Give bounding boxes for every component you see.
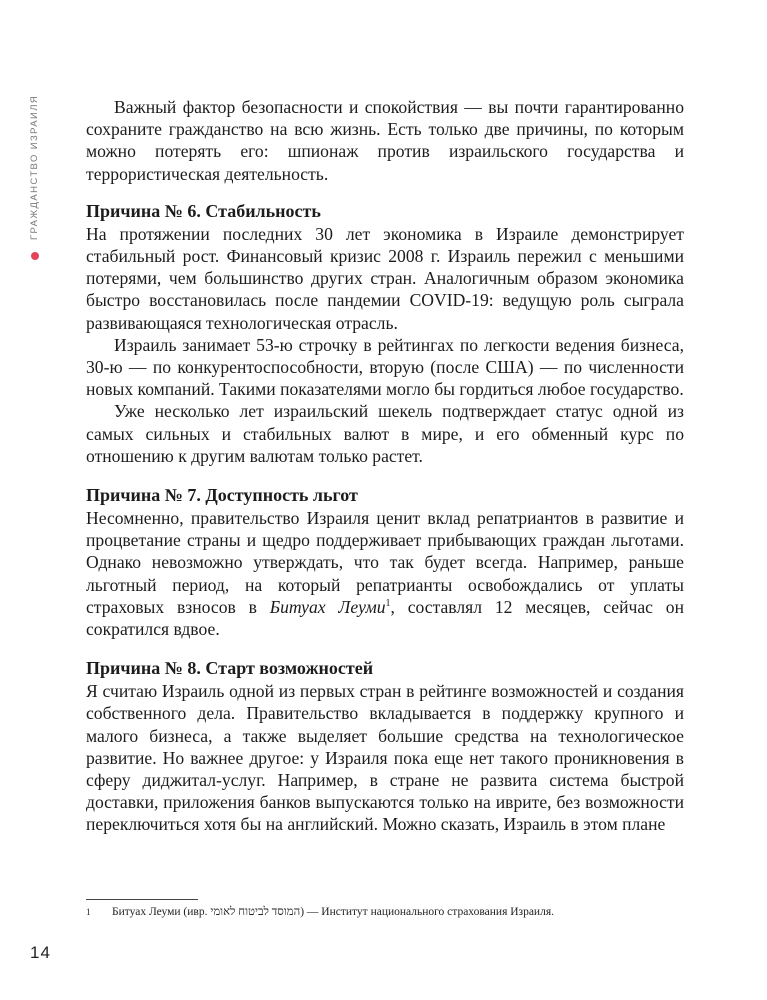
paragraph: Уже несколько лет израильский шекель подтверждает статус одной из самых сильных и стабильных валют в мире, и его обменный курс по отношению к другим валютам только растет. xyxy=(86,401,684,466)
paragraph xyxy=(86,507,684,640)
paragraph-text: Несомненно, правительство Израиля ценит вклад репатриантов в развитие и процветание страны и щедро поддерживает прибывающих граждан льготами. Однако невозможно утверждать, что так будет всегда. Например, раньше льготный период, на который репатрианты освобождались от уплаты страховых взносов в xyxy=(86,508,684,617)
section-reason-6 xyxy=(86,199,684,467)
section-heading: Причина № 7. Доступность льгот xyxy=(86,485,358,506)
italic-term: Битуах Леуми xyxy=(269,596,386,617)
running-header xyxy=(28,94,44,250)
footnote-divider xyxy=(86,899,198,900)
bullet-dot-icon xyxy=(31,252,39,260)
paragraph: На протяжении последних 30 лет экономика в Израиле демонстрирует стабильный рост. Финансовый кризис 2008 г. Израиль пережил с меньшими потерями, чем большинство других стран. Аналогичным образом экономика быстро восстановилась после пандемии COVID-19: ведущую роль сыграла развивающаяся технологическая отрасль. xyxy=(86,223,684,333)
paragraph-text: , составлял 12 месяцев, сейчас он сократился вдвое. xyxy=(86,596,685,640)
section-heading: Причина № 8. Старт возможностей xyxy=(86,658,374,679)
footnote-number: 1 xyxy=(86,907,91,917)
footnote-text: Битуах Леуми (ивр. המוסד לביטוח לאומי) — Институт национального страхования Израиля. xyxy=(112,906,554,918)
footnote-reference[interactable]: 1 xyxy=(385,598,391,609)
paragraph: Израиль занимает 53-ю строчку в рейтингах по легкости ведения бизнеса, 30-ю — по конкурентоспособности, вторую (после США) — по численности новых компаний. Такими показателями могло бы гордиться любое государство. xyxy=(86,334,684,400)
page-body xyxy=(86,96,684,836)
intro-paragraph: Важный фактор безопасности и спокойствия — вы почти гарантированно сохраните гражданство на всю жизнь. Есть только две причины, по которым можно потерять его: шпионаж против израильского государства и террористическая деятельность. xyxy=(86,97,684,184)
running-header-text: ГРАЖДАНСТВО ИЗРАИЛЯ xyxy=(29,94,40,240)
page-number: 14 xyxy=(30,943,51,962)
section-reason-7 xyxy=(86,483,684,640)
section-reason-8 xyxy=(86,656,684,835)
footnote xyxy=(86,905,684,920)
section-heading: Причина № 6. Стабильность xyxy=(86,200,321,221)
paragraph: Я считаю Израиль одной из первых стран в рейтинге возможностей и создания собственного дела. Правительство вкладывается в поддержку крупного и малого бизнеса, а также выделяет большие средства на технологическое развитие. Но важнее другое: у Израиля пока еще нет такого проникновения в сферу диджитал-услуг. Например, в стране не развита система быстрой доставки, приложения банков выпускаются только на иврите, без возможности переключиться хотя бы на английский. Можно сказать, Израиль в этом плане xyxy=(86,681,684,835)
